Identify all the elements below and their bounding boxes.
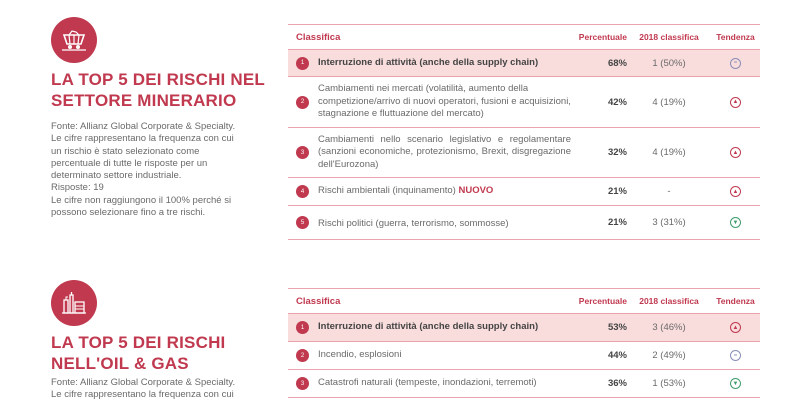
header-tendenza: Tendenza <box>716 32 755 42</box>
section-title <box>51 332 271 374</box>
source-note <box>51 121 269 219</box>
risk-percent: 68% <box>607 57 627 69</box>
risk-table <box>288 24 760 240</box>
rank-2018: 3 (31%) <box>652 217 686 228</box>
header-2018: 2018 classifica <box>639 296 699 306</box>
header-classifica: Classifica <box>296 31 341 43</box>
table-row <box>288 206 760 240</box>
rank-2018: 4 (19%) <box>652 147 686 158</box>
section-title <box>51 69 271 111</box>
title-line: LA TOP 5 DEI RISCHI NEL <box>51 70 265 89</box>
rank-badge: 1 <box>296 57 309 70</box>
source-line: Le cifre rappresentano la frequenza con cui <box>51 389 234 400</box>
source-line: Fonte: Allianz Global Corporate & Specialty. <box>51 377 236 388</box>
new-badge: NUOVO <box>458 185 494 197</box>
risk-percent: 42% <box>607 96 627 108</box>
risk-label: Interruzione di attività (anche della supply chain) <box>318 321 539 333</box>
risk-label: Rischi politici (guerra, terrorismo, sommosse) <box>318 218 509 230</box>
risk-label: Catastrofi naturali (tempeste, inondazioni, terremoti) <box>318 377 537 389</box>
trend-up-icon: ▲ <box>730 97 741 108</box>
mining-cart-icon <box>51 17 97 63</box>
source-note <box>51 377 269 400</box>
risk-label: Cambiamenti nello scenario legislativo e regolamentare (sanzioni economiche, protezionismo, Brexit, disgregazione dell'Eurozona) <box>318 133 571 170</box>
source-line: possono selezionare fino a tre rischi. <box>51 207 206 219</box>
rank-2018: 3 (46%) <box>652 322 686 333</box>
rank-2018: - <box>667 186 671 197</box>
header-tendenza: Tendenza <box>716 296 755 306</box>
rank-badge: 5 <box>296 216 309 229</box>
title-line: LA TOP 5 DEI RISCHI <box>51 333 226 352</box>
source-line: determinato settore industriale. <box>51 170 182 182</box>
source-line: un rischio è stato selezionato come <box>51 145 200 157</box>
source-line: percentuale di tutte le risposte per un <box>51 157 208 169</box>
header-classifica: Classifica <box>296 295 341 307</box>
rank-badge: 3 <box>296 146 309 159</box>
risk-percent: 21% <box>607 186 627 197</box>
table-header <box>288 288 760 314</box>
rank-2018: 2 (49%) <box>652 350 686 361</box>
header-2018: 2018 classifica <box>639 32 699 42</box>
table-row <box>288 342 760 370</box>
table-row <box>288 128 760 178</box>
table-row <box>288 77 760 128</box>
title-line: NELL'OIL & GAS <box>51 354 189 373</box>
title-line: SETTORE MINERARIO <box>51 91 237 110</box>
table-row <box>288 50 760 77</box>
table-row <box>288 370 760 398</box>
rank-2018: 1 (50%) <box>652 57 686 69</box>
table-row <box>288 314 760 342</box>
table-row <box>288 178 760 206</box>
trend-down-icon: ▼ <box>730 217 741 228</box>
risk-percent: 44% <box>607 350 627 361</box>
rank-2018: 4 (19%) <box>652 96 686 108</box>
risk-label: Incendio, esplosioni <box>318 349 402 361</box>
risk-table <box>288 288 760 398</box>
risk-percent: 53% <box>607 322 627 333</box>
source-line: Le cifre rappresentano la frequenza con cui <box>51 133 234 145</box>
risk-label: Cambiamenti nei mercati (volatilità, aumento della competizione/arrivo di nuovi operatori, fusioni e acquisizioni, stagnazione e fluttuazione del mercato) <box>318 83 571 120</box>
trend-up-icon: ▲ <box>730 147 741 158</box>
trend-stable-icon: = <box>730 350 741 361</box>
risk-label: Interruzione di attività (anche della supply chain) <box>318 56 539 68</box>
trend-down-icon: ▼ <box>730 378 741 389</box>
oil-gas-risks-section <box>0 272 800 400</box>
rank-badge: 4 <box>296 185 309 198</box>
risk-label: Rischi ambientali (inquinamento) <box>318 185 456 197</box>
rank-2018: 1 (53%) <box>652 378 686 389</box>
trend-up-icon: ▲ <box>730 322 741 333</box>
risk-percent: 32% <box>607 147 627 158</box>
rank-badge: 2 <box>296 96 309 109</box>
header-percentuale: Percentuale <box>578 32 627 42</box>
trend-stable-icon: = <box>730 58 741 69</box>
rank-badge: 3 <box>296 377 309 390</box>
source-line: Fonte: Allianz Global Corporate & Specialty. <box>51 121 236 132</box>
header-percentuale: Percentuale <box>578 296 627 306</box>
oil-refinery-icon <box>51 280 97 326</box>
risk-percent: 36% <box>607 378 627 389</box>
source-line: Risposte: 19 <box>51 182 104 194</box>
rank-badge: 1 <box>296 321 309 334</box>
risk-percent: 21% <box>607 217 627 228</box>
table-header <box>288 24 760 50</box>
trend-up-icon: ▲ <box>730 186 741 197</box>
source-line: Le cifre non raggiungono il 100% perché si <box>51 194 232 206</box>
rank-badge: 2 <box>296 349 309 362</box>
